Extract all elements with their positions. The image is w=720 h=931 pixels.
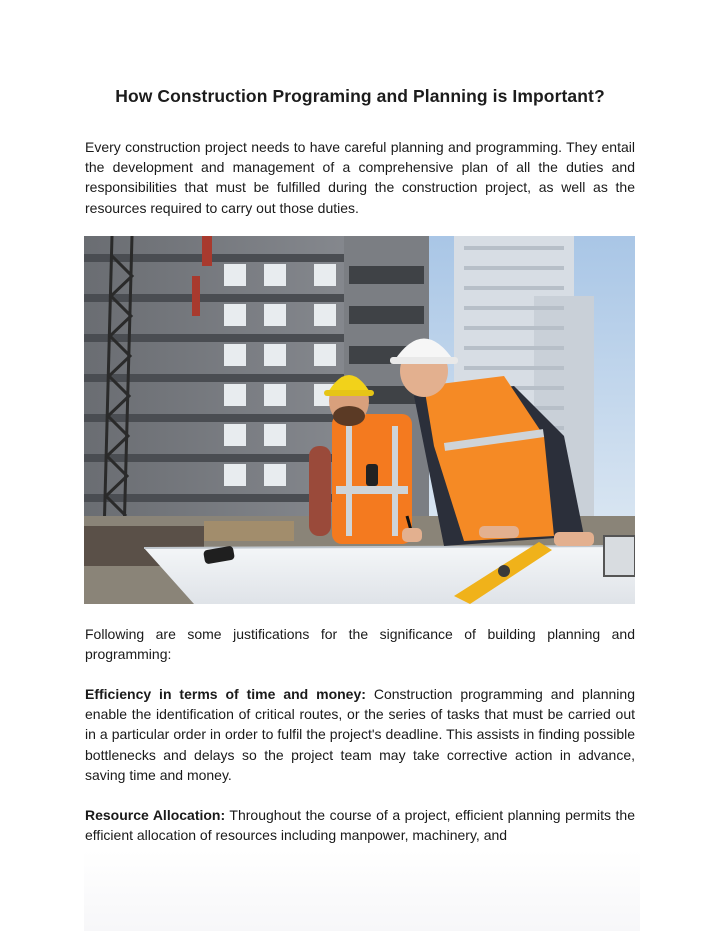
intro-paragraph: Every construction project needs to have careful planning and programming. They entail the development and management of a comprehensive plan of all the duties and responsibilities that must be fulfilled during the construction project, as well as the resources required to carry out those duties. (85, 139, 635, 216)
point-efficiency-heading: Efficiency in terms of time and money: (85, 686, 366, 702)
justification-intro: Following are some justifications for the significance of building planning and programming: (85, 626, 635, 663)
point-resource-allocation (85, 805, 635, 845)
construction-photo (84, 236, 635, 604)
point-resource-heading: Resource Allocation: (85, 807, 226, 823)
page-title: How Construction Programing and Planning is Important? (115, 86, 605, 106)
point-efficiency-text: Construction programming and planning enable the identification of critical routes, or the series of tasks that must be carried out in a particular order in order to fulfil the project's deadline. This assists in finding possible bottlenecks and delays so the project team may take corrective action in advance, saving time and money. (85, 686, 635, 783)
point-resource-text: Throughout the course of a project, efficient planning permits the efficient allocation of resources including manpower, machinery, and (85, 807, 635, 844)
page-bottom-fade (84, 850, 640, 931)
point-efficiency (85, 684, 635, 785)
construction-photo-illustration (84, 236, 635, 604)
